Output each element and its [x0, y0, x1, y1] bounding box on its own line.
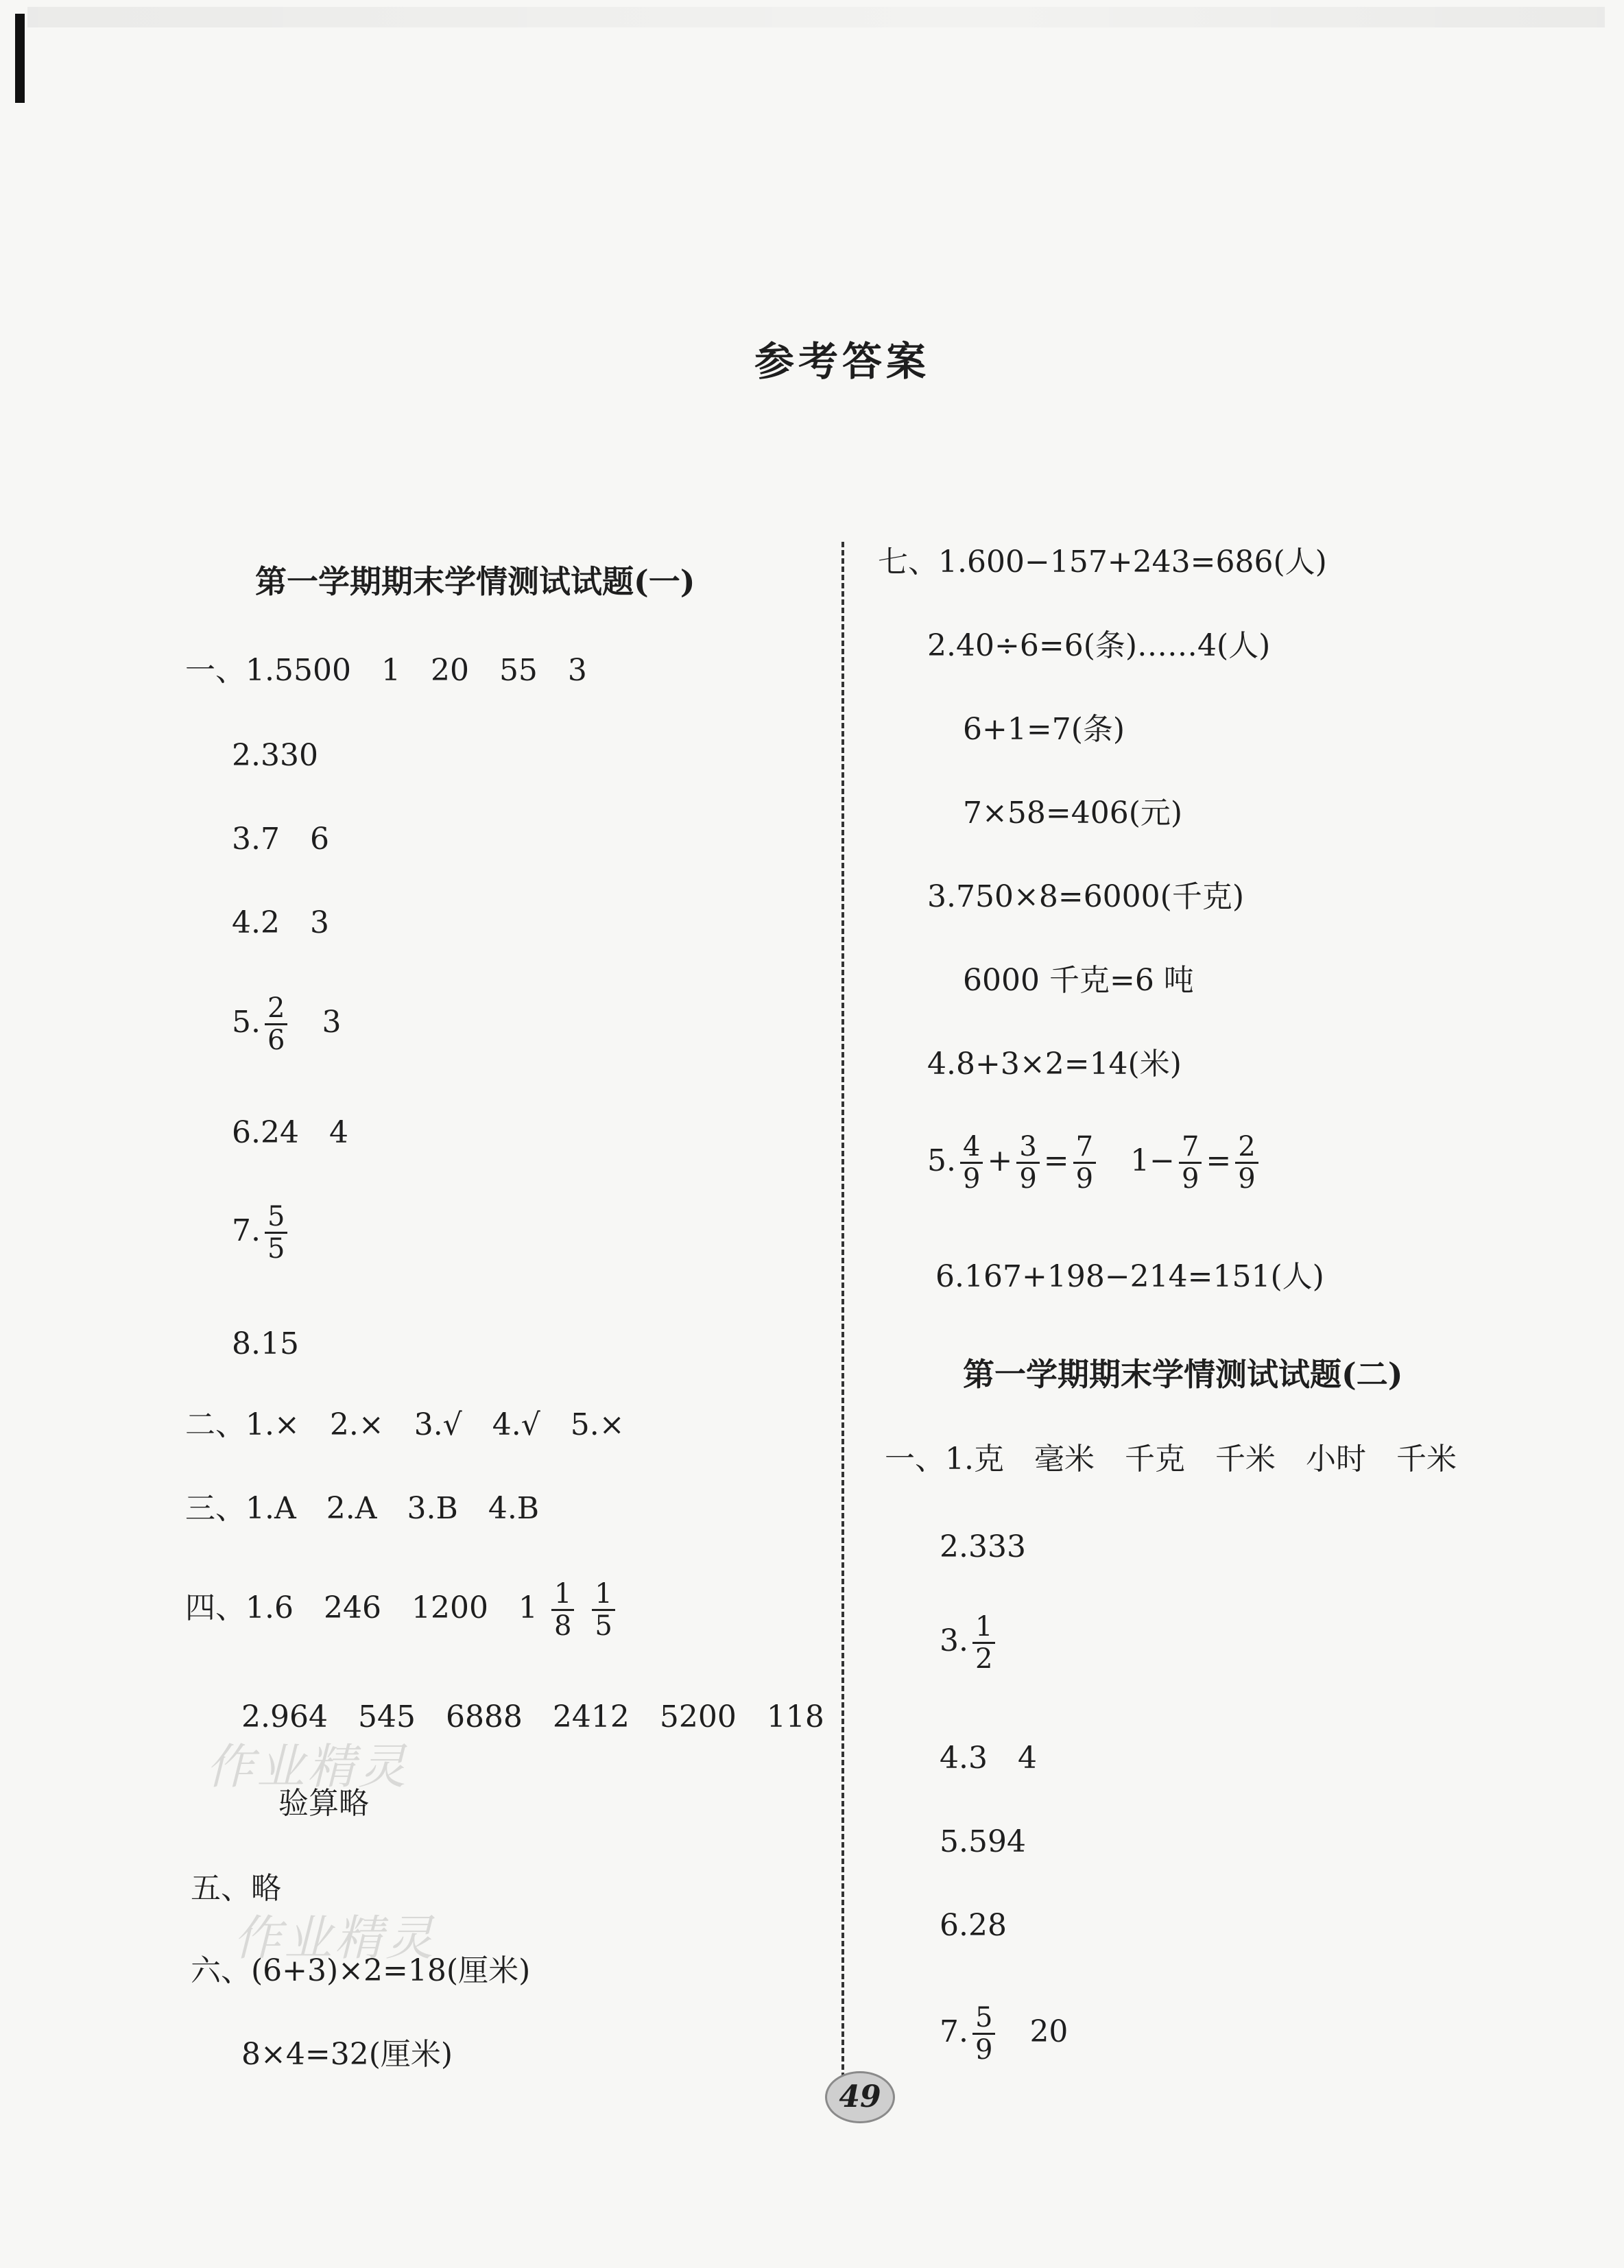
answer-line-12: 2.964 545 6888 2412 5200 118: [241, 1699, 824, 1734]
answer-line-r6: 6000 千克=6 吨: [963, 963, 1194, 998]
fraction: [1179, 1132, 1202, 1194]
answer-line-r9: 6.167+198−214=151(人): [935, 1259, 1324, 1294]
scan-noise: [27, 7, 1605, 27]
answer-line-s7-suffix: 20: [1029, 2014, 1068, 2049]
fraction-numerator: 3: [1016, 1132, 1039, 1164]
answer-line-7-prefix: 7.: [232, 1213, 261, 1248]
answer-line-r2: 2.40÷6=6(条)……4(人): [927, 628, 1271, 663]
plus-sign: +: [987, 1143, 1013, 1178]
page-title: 参考答案: [754, 338, 931, 385]
answer-line-s7: [940, 2003, 1068, 2065]
fraction-numerator: 5: [265, 1202, 287, 1234]
answer-line-r8-prefix: 5.: [927, 1143, 956, 1178]
answer-line-11-prefix: 四、1.6 246 1200 1: [185, 1590, 538, 1625]
answer-line-s2: 2.333: [940, 1529, 1026, 1564]
watermark: 作业精灵: [206, 1739, 409, 1795]
section-heading-1: 第一学期期末学情测试试题(一): [255, 563, 695, 600]
answer-line-8: 8.15: [232, 1326, 299, 1361]
fraction-numerator: 7: [1179, 1132, 1202, 1164]
fraction: [1073, 1132, 1096, 1194]
answer-line-r4: 7×58=406(元): [963, 796, 1183, 831]
column-divider: [841, 542, 844, 2078]
fraction: [1235, 1132, 1258, 1194]
fraction-denominator: 2: [975, 1643, 993, 1675]
fraction-numerator: 2: [265, 993, 287, 1025]
fraction-denominator: 8: [553, 1610, 572, 1642]
answer-line-r5: 3.750×8=6000(千克): [927, 879, 1244, 914]
answer-line-10: 三、1.A 2.A 3.B 4.B: [185, 1491, 540, 1526]
answer-line-r8: [927, 1132, 1263, 1194]
answer-line-5-prefix: 5.: [232, 1005, 261, 1040]
answer-line-5-suffix: 3: [322, 1005, 342, 1040]
answer-line-2: 2.330: [232, 738, 318, 773]
fraction-denominator: 9: [962, 1163, 981, 1195]
equals-sign: =: [1206, 1143, 1232, 1178]
answer-line-s6: 6.28: [940, 1908, 1007, 1943]
fraction-numerator: 2: [1235, 1132, 1258, 1164]
answer-line-s3-prefix: 3.: [940, 1623, 968, 1658]
answer-line-9: 二、1.× 2.× 3.√ 4.√ 5.×: [185, 1407, 625, 1442]
fraction-numerator: 1: [592, 1579, 614, 1611]
fraction-denominator: 9: [1238, 1163, 1256, 1195]
answer-line-14: 五、略: [191, 1871, 281, 1906]
fraction-denominator: 6: [267, 1025, 285, 1056]
fraction: [551, 1579, 574, 1641]
answer-line-5: [232, 993, 341, 1055]
one-minus: 1−: [1130, 1143, 1175, 1178]
answer-line-6: 6.24 4: [232, 1115, 348, 1150]
fraction-denominator: 9: [1075, 1163, 1094, 1195]
fraction-denominator: 9: [1019, 1163, 1037, 1195]
answer-line-1: 一、1.5500 1 20 55 3: [185, 653, 587, 688]
answer-line-11: [185, 1579, 619, 1641]
answer-line-r1: 七、1.600−157+243=686(人): [878, 545, 1327, 580]
answer-line-15: 六、(6+3)×2=18(厘米): [191, 1953, 531, 1988]
answer-line-16: 8×4=32(厘米): [241, 2037, 453, 2072]
fraction-denominator: 5: [267, 1233, 285, 1265]
answer-line-s5: 5.594: [940, 1824, 1026, 1859]
page-number-badge: 49: [825, 2071, 895, 2123]
fraction-numerator: 1: [551, 1579, 574, 1611]
fraction: [972, 1612, 995, 1674]
answer-line-r7: 4.8+3×2=14(米): [927, 1047, 1182, 1082]
answer-line-s1: 一、1.克 毫米 千克 千米 小时 千米: [885, 1442, 1457, 1477]
answer-line-s7-prefix: 7.: [940, 2014, 968, 2049]
fraction: [960, 1132, 983, 1194]
fraction: [1016, 1132, 1039, 1194]
fraction-denominator: 9: [975, 2034, 993, 2066]
answer-line-3: 3.7 6: [232, 822, 329, 857]
fraction-denominator: 5: [595, 1610, 612, 1642]
answer-line-s3: [940, 1612, 999, 1674]
answer-line-13: 验算略: [278, 1786, 369, 1821]
answer-line-s4: 4.3 4: [940, 1741, 1037, 1776]
fraction-numerator: 5: [972, 2003, 995, 2035]
fraction: [592, 1579, 614, 1641]
fraction-numerator: 7: [1073, 1132, 1096, 1164]
section-heading-2: 第一学期期末学情测试试题(二): [963, 1356, 1403, 1393]
answer-line-7: [232, 1202, 291, 1264]
fraction: [265, 1202, 287, 1264]
answer-line-4: 4.2 3: [232, 905, 329, 940]
answer-line-r3: 6+1=7(条): [963, 712, 1125, 747]
fraction-denominator: 9: [1181, 1163, 1199, 1195]
fraction-numerator: 4: [960, 1132, 983, 1164]
equals-sign: =: [1043, 1143, 1069, 1178]
watermark: 作业精灵: [233, 1910, 436, 1966]
fraction: [265, 993, 287, 1055]
scan-edge-mark: [15, 14, 25, 103]
fraction-numerator: 1: [972, 1612, 995, 1644]
fraction: [972, 2003, 995, 2065]
